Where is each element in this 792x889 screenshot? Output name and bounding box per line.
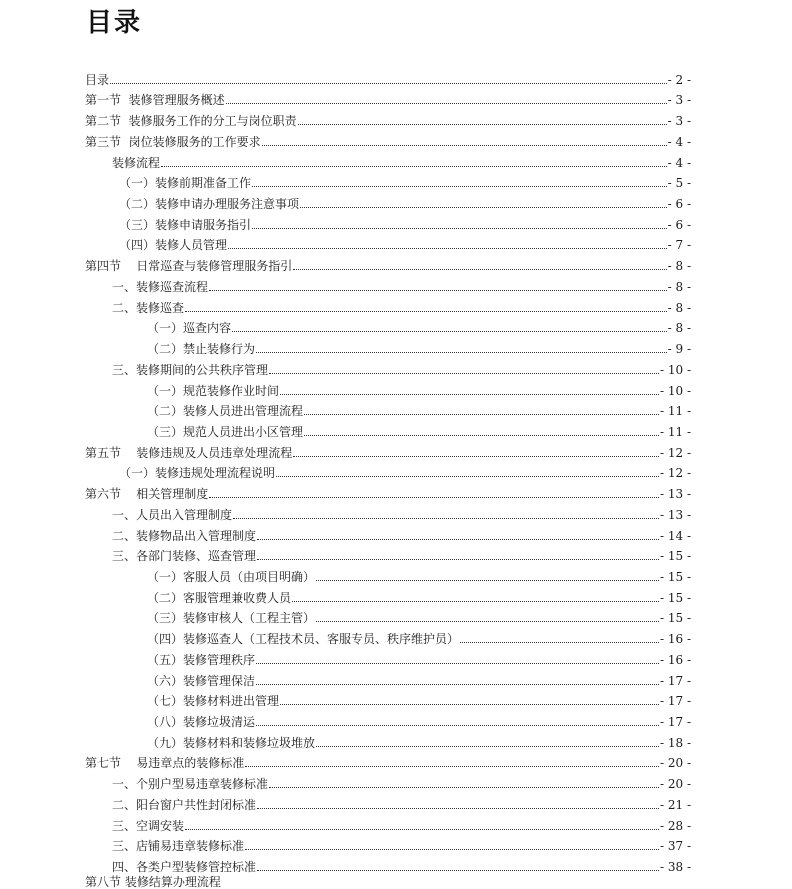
toc-entry-label: （六）装修管理保洁 xyxy=(147,673,256,688)
dot-leader xyxy=(209,290,667,291)
dot-leader xyxy=(245,766,659,767)
toc-entry-page-number: - 16 - xyxy=(659,652,691,667)
toc-entry[interactable] xyxy=(85,419,691,440)
toc-entry-page-number: - 15 - xyxy=(659,569,691,584)
toc-entry-label: （一）巡查内容 xyxy=(147,321,232,336)
cut-off-entry xyxy=(85,875,285,889)
toc-entry-page-number: - 12 - xyxy=(659,445,691,460)
toc-entry-page-number: - 28 - xyxy=(659,818,691,833)
toc-entry[interactable] xyxy=(85,730,691,751)
dot-leader xyxy=(316,621,659,622)
toc-entry[interactable] xyxy=(85,129,691,150)
toc-entry[interactable] xyxy=(85,709,691,730)
toc-entry-page-number: - 10 - xyxy=(659,383,691,398)
toc-entry-page-number: - 3 - xyxy=(667,114,691,129)
toc-entry-label: （一）规范装修作业时间 xyxy=(147,383,280,398)
dot-leader xyxy=(256,352,667,353)
toc-entry-label: 一、个别户型易违章装修标准 xyxy=(112,777,269,792)
toc-entry-label: （四）装修人员管理 xyxy=(119,238,228,253)
toc-entry[interactable] xyxy=(85,751,691,772)
toc-entry-label: 第六节 相关管理制度 xyxy=(85,487,209,502)
toc-entry[interactable] xyxy=(85,191,691,212)
cut-off-entry-label: 第八节 装修结算办理流程 xyxy=(85,875,221,889)
toc-entry[interactable] xyxy=(85,67,691,88)
dot-leader xyxy=(280,704,659,705)
toc-entry-label: 一、装修巡查流程 xyxy=(112,279,209,294)
toc-entry-label: 第五节 装修违规及人员违章处理流程 xyxy=(85,445,293,460)
toc-entry[interactable] xyxy=(85,854,691,875)
toc-entry-page-number: - 9 - xyxy=(667,342,691,357)
toc-entry[interactable] xyxy=(85,792,691,813)
dot-leader xyxy=(276,476,659,477)
toc-entry-page-number: - 15 - xyxy=(659,611,691,626)
toc-entry-label: 二、装修巡查 xyxy=(112,300,185,315)
toc-entry[interactable] xyxy=(85,544,691,565)
dot-leader xyxy=(262,145,667,146)
toc-entry[interactable] xyxy=(85,813,691,834)
toc-entry-page-number: - 10 - xyxy=(659,362,691,377)
toc-entry[interactable] xyxy=(85,523,691,544)
toc-entry[interactable] xyxy=(85,668,691,689)
dot-leader xyxy=(256,725,659,726)
toc-entry[interactable] xyxy=(85,171,691,192)
toc-entry-label: （三）规范人员进出小区管理 xyxy=(147,424,304,439)
dot-leader xyxy=(185,829,659,830)
toc-entry[interactable] xyxy=(85,108,691,129)
toc-entry-label: （一）客服人员（由项目明确） xyxy=(147,569,316,584)
toc-entry[interactable] xyxy=(85,316,691,337)
toc-entry-page-number: - 38 - xyxy=(659,860,691,875)
toc-entry-label: 三、装修期间的公共秩序管理 xyxy=(112,362,269,377)
toc-entry-page-number: - 8 - xyxy=(667,321,691,336)
dot-leader xyxy=(269,787,659,788)
toc-entry[interactable] xyxy=(85,585,691,606)
toc-entry-label: 四、各类户型装修管控标准 xyxy=(112,860,257,875)
toc-entry-label: 装修流程 xyxy=(112,155,161,170)
toc-entry-page-number: - 8 - xyxy=(667,259,691,274)
dot-leader xyxy=(257,870,659,871)
toc-entry-page-number: - 3 - xyxy=(667,93,691,108)
toc-entry-page-number: - 11 - xyxy=(659,424,691,439)
toc-entry-page-number: - 13 - xyxy=(659,507,691,522)
toc-entry[interactable] xyxy=(85,606,691,627)
toc-entry-label: （二）装修申请办理服务注意事项 xyxy=(119,197,300,212)
toc-entry[interactable] xyxy=(85,233,691,254)
toc-entry[interactable] xyxy=(85,357,691,378)
toc-entry[interactable] xyxy=(85,88,691,109)
toc-entry[interactable] xyxy=(85,481,691,502)
dot-leader xyxy=(280,394,659,395)
toc-entry-label: 三、各部门装修、巡查管理 xyxy=(112,549,257,564)
toc-entry[interactable] xyxy=(85,440,691,461)
dot-leader xyxy=(226,103,667,104)
dot-leader xyxy=(245,849,659,850)
toc-entry-page-number: - 16 - xyxy=(659,632,691,647)
toc-entry[interactable] xyxy=(85,689,691,710)
toc-entry-label: 一、人员出入管理制度 xyxy=(112,507,233,522)
dot-leader xyxy=(269,373,659,374)
toc-entry[interactable] xyxy=(85,564,691,585)
toc-entry-page-number: - 12 - xyxy=(659,466,691,481)
dot-leader xyxy=(256,663,659,664)
toc-entry-page-number: - 13 - xyxy=(659,487,691,502)
toc-entry-page-number: - 4 - xyxy=(667,134,691,149)
toc-entry[interactable] xyxy=(85,295,691,316)
toc-entry-label: （七）装修材料进出管理 xyxy=(147,694,280,709)
dot-leader xyxy=(256,684,659,685)
toc-entry-label: （九）装修材料和装修垃圾堆放 xyxy=(147,735,316,750)
toc-entry-label: 第四节 日常巡查与装修管理服务指引 xyxy=(85,259,293,274)
toc-entry-page-number: - 7 - xyxy=(667,238,691,253)
dot-leader xyxy=(232,331,667,332)
dot-leader xyxy=(252,186,667,187)
dot-leader xyxy=(293,456,659,457)
dot-leader xyxy=(298,124,667,125)
toc-entry[interactable] xyxy=(85,212,691,233)
toc-entry-label: （一）装修前期准备工作 xyxy=(119,176,252,191)
toc-entry-label: （三）装修审核人（工程主管） xyxy=(147,611,316,626)
toc-entry-label: （二）装修人员进出管理流程 xyxy=(147,404,304,419)
dot-leader xyxy=(110,83,667,84)
toc-entry-page-number: - 6 - xyxy=(667,217,691,232)
toc-entry[interactable] xyxy=(85,834,691,855)
toc-entry-label: 三、店铺易违章装修标准 xyxy=(112,839,245,854)
dot-leader xyxy=(233,518,659,519)
dot-leader xyxy=(161,166,667,167)
dot-leader xyxy=(257,808,659,809)
toc-entry-label: 三、空调安装 xyxy=(112,818,185,833)
dot-leader xyxy=(316,580,659,581)
toc-entry-page-number: - 17 - xyxy=(659,715,691,729)
toc-entry-page-number: - 11 - xyxy=(659,404,691,419)
dot-leader xyxy=(304,435,659,436)
dot-leader xyxy=(304,414,659,415)
toc-entry-label: 目录 xyxy=(85,72,110,87)
toc-entry-page-number: - 37 - xyxy=(659,839,691,854)
toc-entry-label: 第七节 易违章点的装修标准 xyxy=(85,756,245,771)
dot-leader xyxy=(228,248,667,249)
toc-entry[interactable] xyxy=(85,378,691,399)
dot-leader xyxy=(209,497,659,498)
toc-entry-label: （三）装修申请服务指引 xyxy=(119,217,252,232)
toc-entry-page-number: - 2 - xyxy=(667,72,691,87)
toc-entry-page-number: - 8 - xyxy=(667,300,691,315)
toc-entry-label: （五）装修管理秩序 xyxy=(147,652,256,667)
dot-leader xyxy=(185,311,667,312)
toc-entry-label: 第二节 装修服务工作的分工与岗位职责 xyxy=(85,114,297,129)
toc-entry-page-number: - 20 - xyxy=(659,756,691,771)
toc-entry-label: （二）客服管理兼收费人员 xyxy=(147,590,292,605)
toc-entry-page-number: - 5 - xyxy=(667,176,691,191)
page-title: 目录 xyxy=(86,8,143,38)
toc-entry[interactable] xyxy=(85,626,691,647)
toc-entry-page-number: - 17 - xyxy=(659,673,691,688)
toc-entry-page-number: - 21 - xyxy=(659,797,691,812)
toc-entry-page-number: - 4 - xyxy=(667,155,691,170)
dot-leader xyxy=(292,601,659,602)
dot-leader xyxy=(257,539,659,540)
dot-leader xyxy=(460,642,659,643)
dot-leader xyxy=(293,269,666,270)
toc-entry-page-number: - 18 - xyxy=(659,735,691,750)
dot-leader xyxy=(300,207,667,208)
dot-leader xyxy=(257,559,659,560)
toc-entry-label: 第三节 岗位装修服务的工作要求 xyxy=(85,134,261,149)
toc-entry-page-number: - 15 - xyxy=(659,590,691,605)
toc-entry-page-number: - 6 - xyxy=(667,197,691,212)
toc-entry[interactable] xyxy=(85,461,691,482)
dot-leader xyxy=(316,746,659,747)
toc-entry-page-number: - 8 - xyxy=(667,279,691,294)
toc-entry-page-number: - 20 - xyxy=(659,777,691,792)
toc-entry-page-number: - 17 - xyxy=(659,694,691,709)
toc-entry[interactable] xyxy=(85,647,691,668)
toc-entry-page-number: - 15 - xyxy=(659,549,691,564)
toc-entry[interactable] xyxy=(85,336,691,357)
toc-entry-page-number: - 14 - xyxy=(659,528,691,543)
toc-entry-label: 二、装修物品出入管理制度 xyxy=(112,528,257,543)
dot-leader xyxy=(252,228,667,229)
toc-entry[interactable] xyxy=(85,771,691,792)
toc-entry[interactable] xyxy=(85,150,691,171)
table-of-contents xyxy=(85,67,691,875)
toc-entry-label: （四）装修巡查人（工程技术员、客服专员、秩序维护员） xyxy=(147,632,460,647)
toc-entry[interactable] xyxy=(85,274,691,295)
toc-entry-label: 二、阳台窗户共性封闭标准 xyxy=(112,797,257,812)
toc-entry-label: 第一节 装修管理服务概述 xyxy=(85,93,225,108)
toc-entry[interactable] xyxy=(85,399,691,420)
toc-entry[interactable] xyxy=(85,253,691,274)
toc-entry-label: （二）禁止装修行为 xyxy=(147,342,256,357)
toc-entry[interactable] xyxy=(85,502,691,523)
toc-entry-label: （一）装修违规处理流程说明 xyxy=(119,466,276,481)
toc-entry-label: （八）装修垃圾清运 xyxy=(147,715,256,729)
